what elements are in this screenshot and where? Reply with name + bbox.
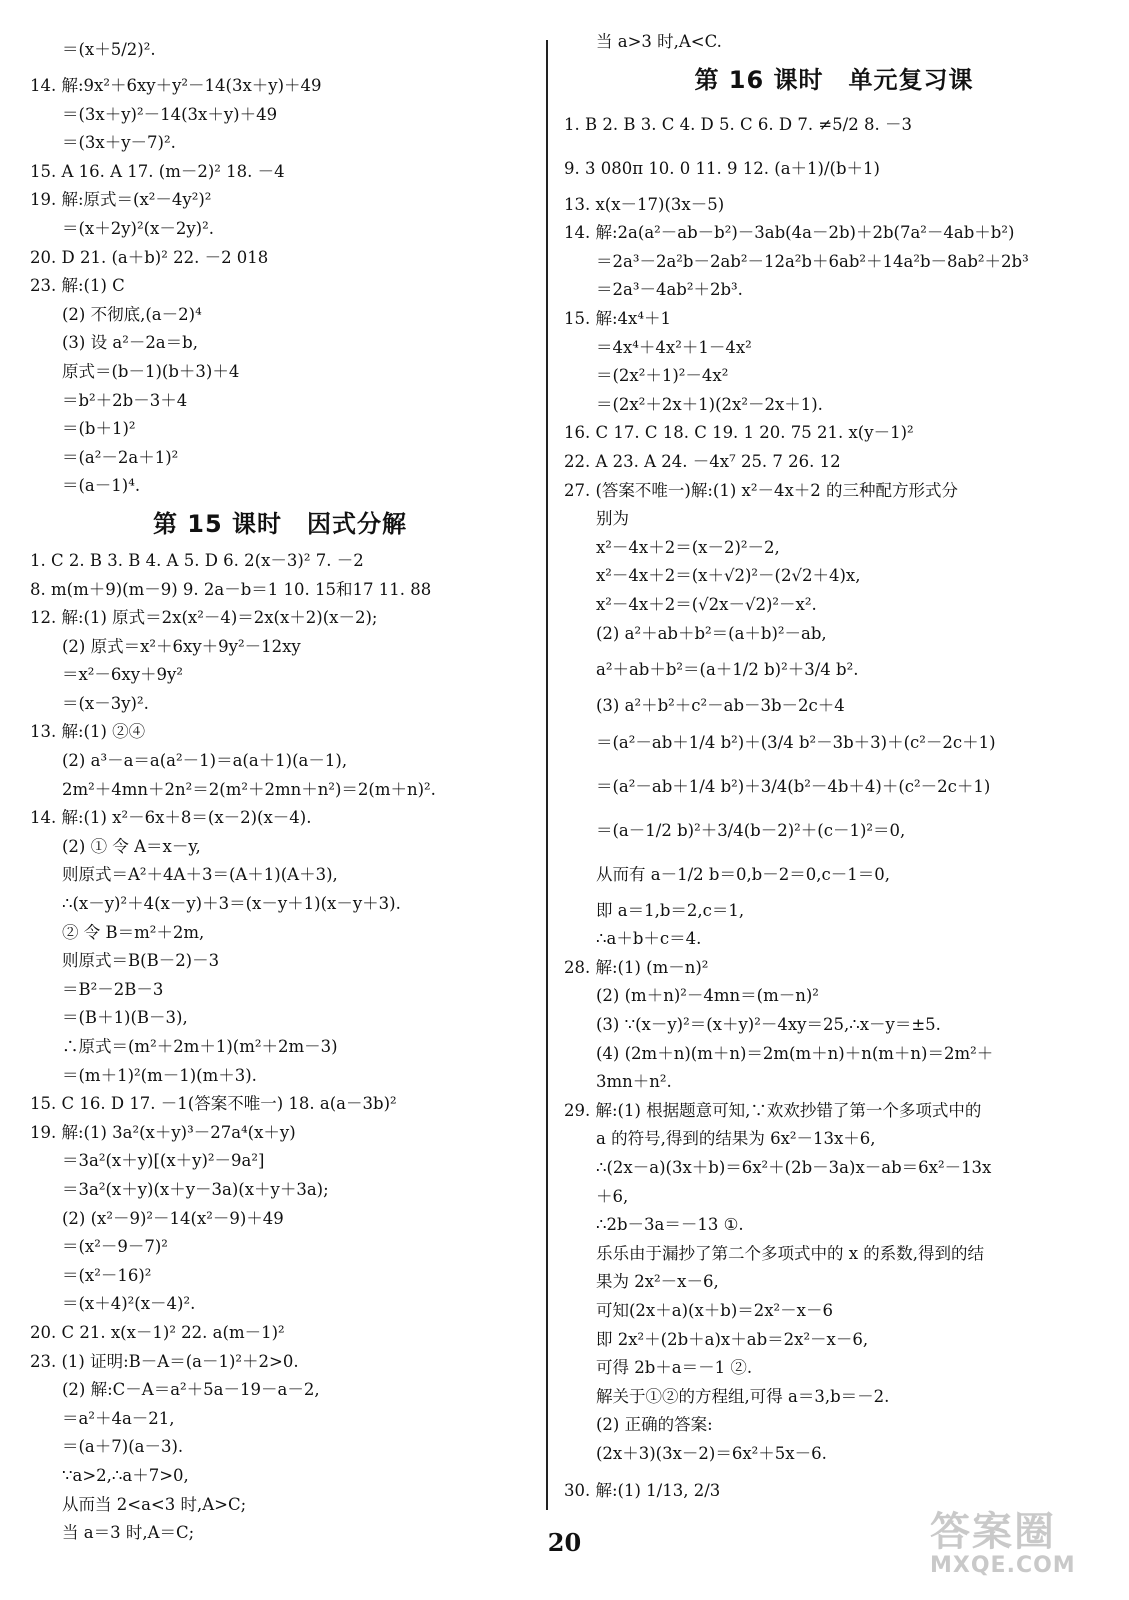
page-number: 20 [547,1528,582,1557]
answer-line: x²－4x＋2＝(√2x－√2)²－x². [596,594,817,614]
answer-line: ＝(x＋4)²(x－4)². [62,1294,196,1314]
watermark-bottom: MXQE.COM [930,1553,1076,1578]
answer-line: 9. 3 080π 10. 0 11. 9 12. (a＋1)/(b＋1) [564,158,880,178]
answer-line: (4) (2m＋n)(m＋n)＝2m(m＋n)＋n(m＋n)＝2m²＋ [596,1043,994,1063]
answer-line: 23. (1) 证明:B－A＝(a－1)²＋2>0. [30,1351,299,1371]
answer-line: ＝2a³－2a²b－2ab²－12a²b＋6ab²＋14a²b－8ab²＋2b³ [596,251,1029,271]
answer-line: 8. m(m＋9)(m－9) 9. 2a－b＝1 10. 15和17 11. 88 [30,579,432,599]
answer-line: (3) ∵(x－y)²＝(x＋y)²－4xy＝25,∴x－y＝±5. [596,1015,941,1035]
answer-line: 30. 解:(1) 1/13, 2/3 [564,1480,721,1500]
answer-line: 12. 解:(1) 原式＝2x(x²－4)＝2x(x＋2)(x－2); [30,608,378,628]
answer-line: (2) (x²－9)²－14(x²－9)＋49 [62,1208,284,1228]
answer-line: 15. A 16. A 17. (m－2)² 18. －4 [30,161,285,181]
answer-line: ＝(a²－ab＋1/4 b²)＋3/4(b²－4b＋4)＋(c²－2c＋1) [596,776,991,796]
answer-line: 13. 解:(1) ②④ [30,722,146,742]
answer-line: ＝3a²(x＋y)[(x＋y)²－9a²] [62,1151,265,1171]
answer-line: ＝x²－6xy＋9y² [62,665,183,685]
answer-line: 当 a>3 时,A<C. [596,32,722,51]
answer-line: 14. 解:(1) x²－6x＋8＝(x－2)(x－4). [30,808,312,828]
watermark-logo [930,1500,1110,1590]
answer-line: 15. C 16. D 17. －1(答案不唯一) 18. a(a－3b)² [30,1094,397,1114]
answer-line: ＝4x⁴＋4x²＋1－4x² [596,337,752,357]
section-heading: 第 15 课时 因式分解 [152,509,408,538]
answer-line: ∴(2x－a)(3x＋b)＝6x²＋(2b－3a)x－ab＝6x²－13x [596,1158,992,1178]
answer-line: ＝3a²(x＋y)(x＋y－3a)(x＋y＋3a); [62,1179,329,1199]
answer-line: a 的符号,得到的结果为 6x²－13x＋6, [596,1129,876,1149]
answer-line: 别为 [596,509,629,529]
answer-line: ＝(a＋7)(a－3). [62,1437,184,1457]
answer-line: (3) a²＋b²＋c²－ab－3b－2c＋4 [596,696,845,716]
column-divider [546,40,548,1510]
right-column [564,28,1104,1513]
answer-line: (2) a²＋ab＋b²＝(a＋b)²－ab, [596,623,827,643]
answer-line: 14. 解:2a(a²－ab－b²)－3ab(4a－2b)＋2b(7a²－4ab＋b²) [564,223,1015,243]
answer-line: (3) 设 a²－2a＝b, [62,333,198,353]
answer-line: 19. 解:(1) 3a²(x＋y)³－27a⁴(x＋y) [30,1122,296,1142]
answer-line: 28. 解:(1) (m－n)² [564,957,709,977]
answer-line: 16. C 17. C 18. C 19. 1 20. 75 21. x(y－1)² [564,423,914,443]
answer-line: ② 令 B＝m²＋2m, [62,922,205,942]
answer-line: 19. 解:原式＝(x²－4y²)² [30,190,212,210]
answer-line: 20. C 21. x(x－1)² 22. a(m－1)² [30,1322,285,1342]
answer-line: ＝(B＋1)(B－3), [62,1008,188,1028]
answer-line: 3mn＋n². [596,1072,672,1092]
answer-line: 果为 2x²－x－6, [596,1272,719,1292]
answer-line: ＝(a²－ab＋1/4 b²)＋(3/4 b²－3b＋3)＋(c²－2c＋1) [596,732,996,752]
answer-line: ＝(x＋5/2)². [62,40,156,59]
section-heading: 第 16 课时 单元复习课 [694,65,974,94]
answer-line: ＝(x²－16)² [62,1265,152,1285]
answer-line: (2) 不彻底,(a－2)⁴ [62,304,202,324]
answer-line: 原式＝(b－1)(b＋3)＋4 [62,361,240,381]
answer-line: ∴(x－y)²＋4(x－y)＋3＝(x－y＋1)(x－y＋3). [62,894,401,914]
answer-line: ＝(a－1)⁴. [62,476,141,496]
answer-line: ＝B²－2B－3 [62,979,164,999]
answer-line: ＝a²＋4a－21, [62,1408,175,1428]
answer-line: (2) 正确的答案: [596,1415,713,1435]
answer-line: ＝b²＋2b－3＋4 [62,390,188,410]
answer-line: 即 2x²＋(2b＋a)x＋ab＝2x²－x－6, [596,1329,869,1349]
answer-line: (2x＋3)(3x－2)＝6x²＋5x－6. [596,1443,827,1463]
answer-line: 1. B 2. B 3. C 4. D 5. C 6. D 7. ≠5/2 8. －3 [564,114,912,134]
answer-line: ＝(m＋1)²(m－1)(m＋3). [62,1065,257,1085]
answer-line: 27. (答案不唯一)解:(1) x²－4x＋2 的三种配方形式分 [564,480,959,500]
answer-line: ＝(x－3y)². [62,693,149,713]
answer-line: ＝(3x＋y)²－14(3x＋y)＋49 [62,104,278,124]
answer-line: (2) 解:C－A＝a²＋5a－19－a－2, [62,1380,320,1400]
answer-line: (2) (m＋n)²－4mn＝(m－n)² [596,986,819,1006]
answer-line: 乐乐由于漏抄了第二个多项式中的 x 的系数,得到的结 [596,1243,985,1263]
answer-line: ＝(3x＋y－7)². [62,133,176,153]
answer-line: ＝(2x²＋2x＋1)(2x²－2x＋1). [596,394,823,414]
answer-line: 从而有 a－1/2 b＝0,b－2＝0,c－1＝0, [596,864,890,884]
left-column [30,28,530,1548]
answer-line: x²－4x＋2＝(x－2)²－2, [596,537,780,557]
answer-line: 29. 解:(1) 根据题意可知,∵欢欢抄错了第一个多项式中的 [564,1100,982,1120]
answer-line: 14. 解:9x²＋6xy＋y²－14(3x＋y)＋49 [30,76,322,95]
answer-line: 解关于①②的方程组,可得 a＝3,b＝－2. [596,1386,890,1406]
answer-line: 22. A 23. A 24. －4x⁷ 25. 7 26. 12 [564,451,841,471]
answer-line: ∴原式＝(m²＋2m＋1)(m²＋2m－3) [62,1037,338,1056]
answer-line: 可知(2x＋a)(x＋b)＝2x²－x－6 [596,1301,833,1320]
answer-line: ＋6, [596,1186,629,1206]
answer-line: ＝(a－1/2 b)²＋3/4(b－2)²＋(c－1)²＝0, [596,820,906,840]
answer-line: a²＋ab＋b²＝(a＋1/2 b)²＋3/4 b². [596,660,859,680]
answer-line: ∵a>2,∴a＋7>0, [62,1465,189,1485]
answer-line: x²－4x＋2＝(x＋√2)²－(2√2＋4)x, [596,566,861,586]
answer-line: 15. 解:4x⁴＋1 [564,308,671,328]
answer-line: (2) ① 令 A＝x－y, [62,836,201,856]
answer-line: 当 a＝3 时,A＝C; [62,1523,195,1543]
answer-line: (2) 原式＝x²＋6xy＋9y²－12xy [62,636,301,656]
answer-line: 可得 2b＋a＝－1 ②. [596,1358,753,1378]
watermark-top: 答案圈 [930,1509,1056,1555]
answer-line: ∴2b－3a＝－13 ①. [596,1215,744,1235]
answer-line: 即 a＝1,b＝2,c＝1, [596,900,745,920]
answer-line: ＝(x＋2y)²(x－2y)². [62,218,214,238]
answer-line: (2) a³－a＝a(a²－1)＝a(a＋1)(a－1), [62,751,348,771]
answer-line: ＝(a²－2a＋1)² [62,447,179,467]
answer-line: 则原式＝A²＋4A＋3＝(A＋1)(A＋3), [62,865,338,885]
answer-line: 1. C 2. B 3. B 4. A 5. D 6. 2(x－3)² 7. －2 [30,550,364,570]
answer-line: ＝(x²－9－7)² [62,1237,168,1257]
answer-line: ＝(2x²＋1)²－4x² [596,366,729,386]
answer-line: 从而当 2<a<3 时,A>C; [62,1494,247,1514]
answer-line: 20. D 21. (a＋b)² 22. －2 018 [30,247,269,267]
answer-line: 13. x(x－17)(3x－5) [564,194,725,214]
answer-line: 则原式＝B(B－2)－3 [62,951,220,971]
answer-line: ＝(b＋1)² [62,419,136,439]
answer-line: ＝2a³－4ab²＋2b³. [596,280,743,300]
answer-line: 2m²＋4mn＋2n²＝2(m²＋2mn＋n²)＝2(m＋n)². [62,779,436,799]
answer-line: ∴a＋b＋c＝4. [596,929,702,949]
answer-line: 23. 解:(1) C [30,276,125,296]
